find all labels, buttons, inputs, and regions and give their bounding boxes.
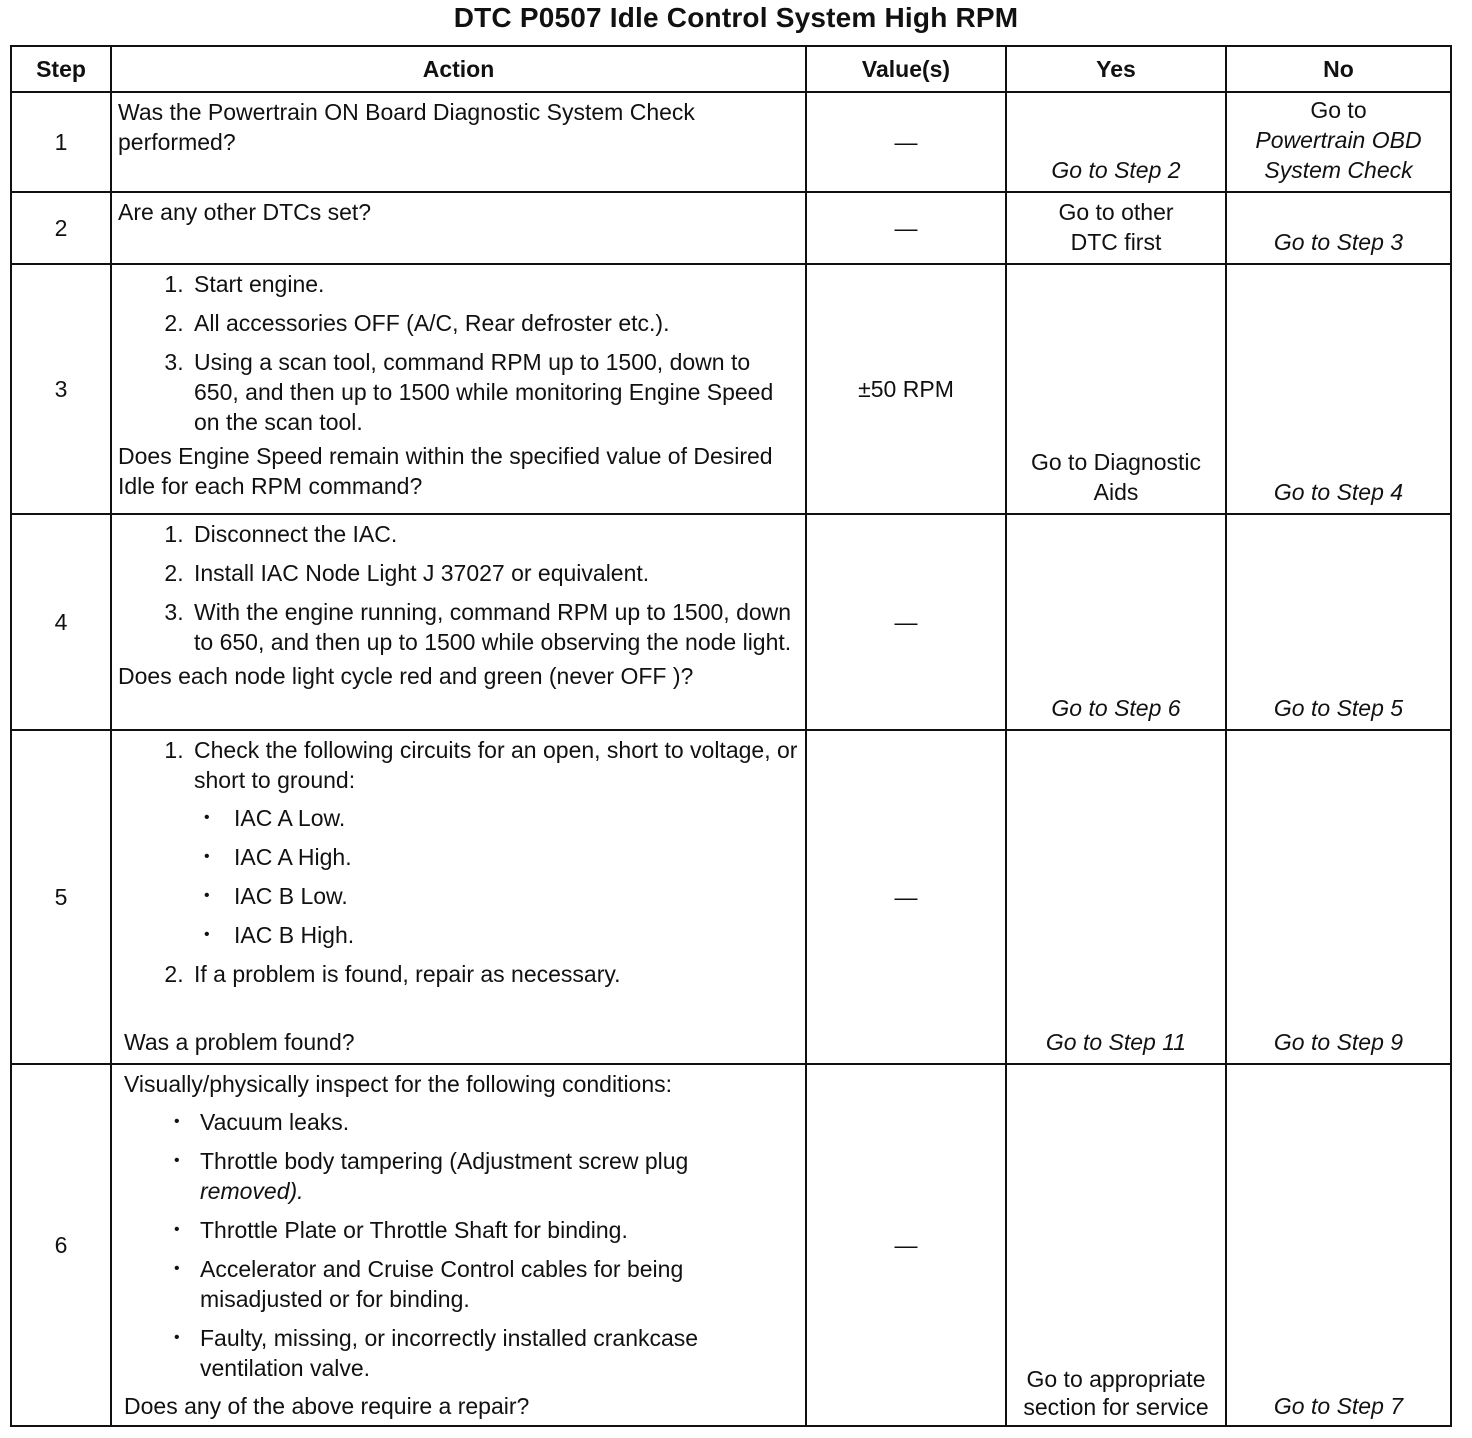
- header-yes: Yes: [1006, 46, 1226, 92]
- yes-cell: [1006, 264, 1226, 514]
- value-cell: —: [806, 730, 1006, 1064]
- value-cell: —: [806, 1064, 1006, 1426]
- header-step: Step: [11, 46, 111, 92]
- list-item-text: Throttle body tampering (Adjustment screw plug: [200, 1148, 689, 1174]
- no-step-link[interactable]: Go to Step 9: [1273, 1029, 1404, 1055]
- no-link[interactable]: Powertrain OBD System Check: [1255, 127, 1422, 183]
- yes-text[interactable]: Go to Diagnostic Aids: [1030, 449, 1202, 505]
- no-cell: [1226, 264, 1451, 514]
- no-cell: [1226, 192, 1451, 264]
- action-steps: [118, 735, 799, 989]
- action-text: Was the Powertrain ON Board Diagnostic System Check performed?: [118, 99, 695, 155]
- list-item: • Accelerator and Cruise Control cables for being misadjusted or for binding.: [200, 1254, 799, 1314]
- list-item-italic: removed).: [200, 1178, 304, 1204]
- no-step-link[interactable]: Go to Step 3: [1273, 229, 1404, 255]
- action-cell: [111, 192, 806, 264]
- action-intro: Visually/physically inspect for the following conditions:: [124, 1071, 673, 1097]
- list-item: 3. Using a scan tool, command RPM up to 1500, down to 650, and then up to 1500 while monitoring Engine Speed on the scan tool.: [190, 347, 799, 437]
- list-item: 2. All accessories OFF (A/C, Rear defroster etc.).: [190, 308, 799, 338]
- step-number: 2: [11, 192, 111, 264]
- table-row: [11, 264, 1451, 514]
- no-cell: [1226, 92, 1451, 192]
- step-number: 4: [11, 514, 111, 730]
- value-cell: ±50 RPM: [806, 264, 1006, 514]
- table-row: [11, 192, 1451, 264]
- action-steps: [118, 269, 799, 437]
- yes-cell: [1006, 92, 1226, 192]
- list-item: 2. If a problem is found, repair as necessary.: [190, 959, 799, 989]
- step-number: 3: [11, 264, 111, 514]
- list-item: • Throttle Plate or Throttle Shaft for binding.: [200, 1215, 799, 1245]
- action-cell: [111, 730, 806, 1064]
- value-cell: —: [806, 92, 1006, 192]
- action-cell: [111, 1064, 806, 1426]
- yes-step-link[interactable]: Go to Step 11: [1045, 1029, 1187, 1055]
- action-text: Are any other DTCs set?: [118, 199, 372, 225]
- circuit-item: • IAC B High.: [230, 920, 799, 950]
- no-cell: [1226, 514, 1451, 730]
- list-item: 2. Install IAC Node Light J 37027 or equivalent.: [190, 558, 799, 588]
- table-row: [11, 730, 1451, 1064]
- header-no: No: [1226, 46, 1451, 92]
- list-item: 1. Disconnect the IAC.: [190, 519, 799, 549]
- circuit-item: • IAC A Low.: [230, 803, 799, 833]
- yes-text[interactable]: Go to other DTC first: [1058, 199, 1174, 255]
- circuit-item: • IAC A High.: [230, 842, 799, 872]
- header-action: Action: [111, 46, 806, 92]
- circuit-item: • IAC B Low.: [230, 881, 799, 911]
- yes-step-link[interactable]: Go to Step 6: [1051, 695, 1181, 721]
- yes-cell: [1006, 1064, 1226, 1426]
- action-question: Does any of the above require a repair?: [124, 1393, 530, 1419]
- step-number: 6: [11, 1064, 111, 1426]
- action-question: Was a problem found?: [124, 1029, 355, 1055]
- no-step-link[interactable]: Go to Step 4: [1273, 479, 1404, 505]
- table-row: [11, 1064, 1451, 1426]
- action-cell: [111, 514, 806, 730]
- yes-cell: [1006, 192, 1226, 264]
- list-item: • Faulty, missing, or incorrectly installed crankcase ventilation valve.: [200, 1323, 799, 1383]
- list-item-text: Check the following circuits for an open, short to voltage, or short to ground:: [194, 737, 798, 793]
- header-row: [11, 46, 1451, 92]
- list-item: 3. With the engine running, command RPM up to 1500, down to 650, and then up to 1500 while observing the node light.: [190, 597, 799, 657]
- table-row: [11, 514, 1451, 730]
- yes-step-link[interactable]: Go to Step 2: [1051, 157, 1181, 183]
- action-cell: [111, 92, 806, 192]
- value-cell: —: [806, 514, 1006, 730]
- diagnostic-table: [10, 45, 1452, 1427]
- circuit-list: [194, 803, 799, 950]
- action-steps: [118, 519, 799, 657]
- yes-text[interactable]: Go to appropriate section for service: [1023, 1366, 1209, 1420]
- step-number: 1: [11, 92, 111, 192]
- condition-list: [124, 1107, 799, 1383]
- yes-cell: [1006, 730, 1226, 1064]
- list-item: [200, 1146, 799, 1206]
- page-title: DTC P0507 Idle Control System High RPM: [453, 2, 1019, 33]
- no-step-link[interactable]: Go to Step 5: [1273, 695, 1404, 721]
- action-cell: [111, 264, 806, 514]
- action-question: Does each node light cycle red and green (never OFF )?: [118, 663, 694, 689]
- no-cell: [1226, 1064, 1451, 1426]
- list-item: 1. Start engine.: [190, 269, 799, 299]
- header-values: Value(s): [806, 46, 1006, 92]
- list-item: • Vacuum leaks.: [200, 1107, 799, 1137]
- list-item: [190, 735, 799, 950]
- yes-cell: [1006, 514, 1226, 730]
- action-question: Does Engine Speed remain within the specified value of Desired Idle for each RPM command?: [118, 443, 773, 499]
- table-row: [11, 92, 1451, 192]
- no-step-link[interactable]: Go to Step 7: [1273, 1393, 1404, 1419]
- no-prefix: Go to: [1310, 97, 1367, 123]
- step-number: 5: [11, 730, 111, 1064]
- no-cell: [1226, 730, 1451, 1064]
- value-cell: —: [806, 192, 1006, 264]
